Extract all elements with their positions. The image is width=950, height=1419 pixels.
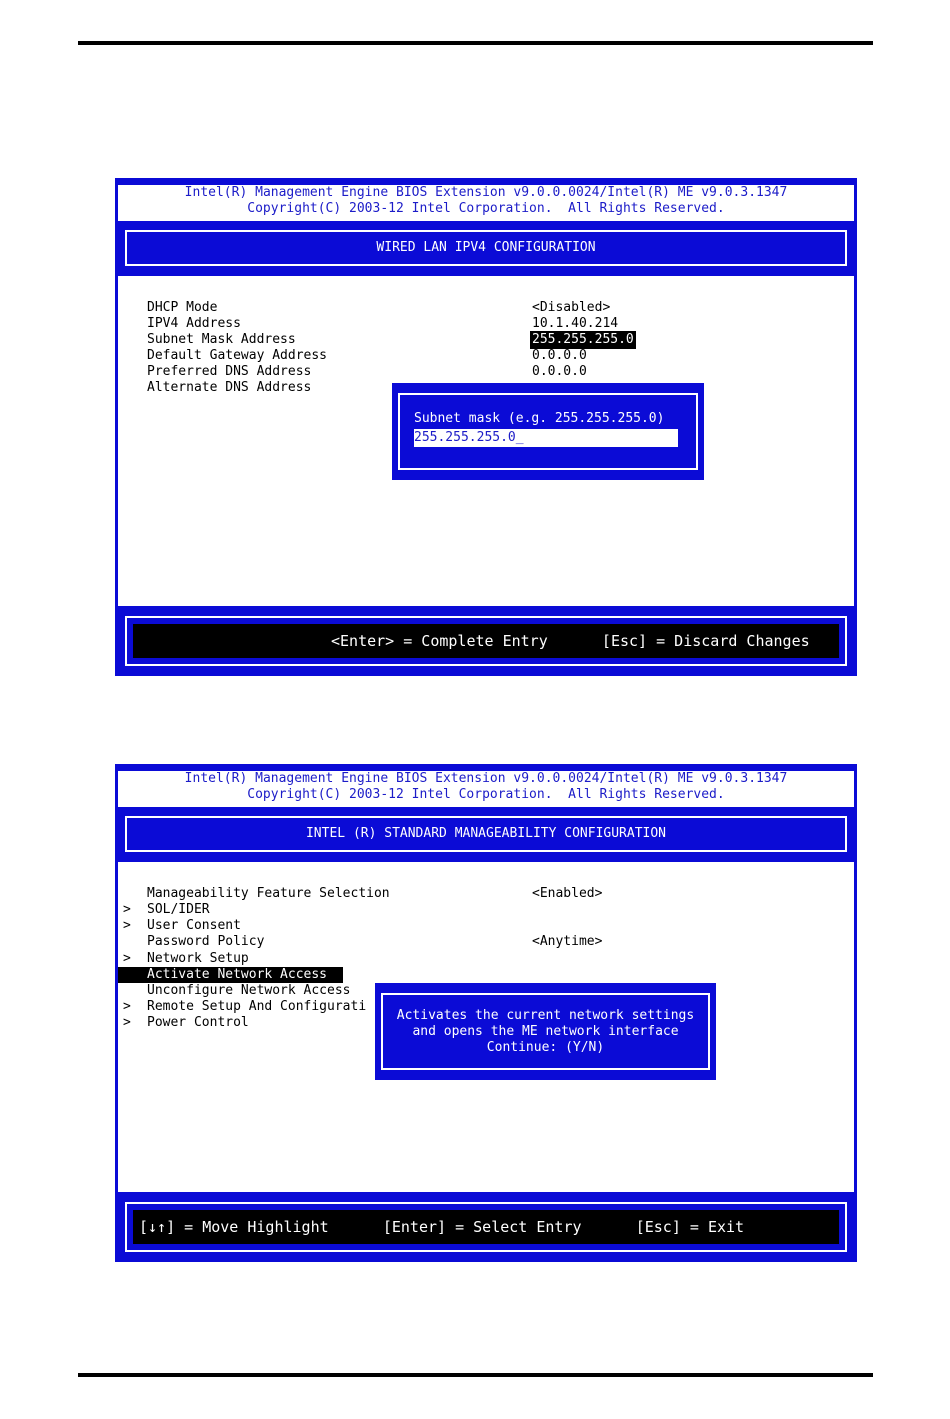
mebx-manageability-screen [115,764,857,1262]
menu-value-password-policy[interactable]: <Anytime> [532,934,603,949]
setting-value-ipv4-address[interactable]: 10.1.40.214 [532,316,619,331]
submenu-arrow-icon: > [123,918,131,933]
footer-bar [125,616,847,666]
setting-label-preferred-dns[interactable]: Preferred DNS Address [147,364,312,379]
menu-item-password-policy[interactable]: Password Policy [147,934,265,949]
top-rule [78,41,873,45]
setting-value-default-gateway[interactable]: 0.0.0.0 [532,348,587,363]
menu-item-unconfigure-network-access[interactable]: Unconfigure Network Access [147,983,351,998]
setting-value-preferred-dns[interactable]: 0.0.0.0 [532,364,587,379]
header-copyright: Copyright(C) 2003-12 Intel Corporation. All Rights Reserved. [247,787,725,802]
dialog-line-2: and opens the ME network interface [412,1024,679,1039]
menu-item-manageability-feature[interactable]: Manageability Feature Selection [147,886,390,901]
menu-item-network-setup[interactable]: Network Setup [147,951,249,966]
setting-label-default-gateway[interactable]: Default Gateway Address [147,348,328,363]
dialog-line-1: Activates the current network settings [396,1008,695,1023]
bios-header [118,771,854,807]
menu-value-manageability-feature[interactable]: <Enabled> [532,886,603,901]
menu-item-remote-setup[interactable]: Remote Setup And Configurati [147,999,367,1014]
dialog-confirm-prompt[interactable]: Continue: (Y/N) [486,1040,605,1055]
page-title: WIRED LAN IPV4 CONFIGURATION [125,230,847,266]
header-version: Intel(R) Management Engine BIOS Extension v9.0.0.0024/Intel(R) ME v9.0.3.1347 [184,771,788,786]
submenu-arrow-icon: > [123,902,131,917]
mebx-ipv4-screen [115,178,857,676]
menu-item-user-consent[interactable]: User Consent [147,918,241,933]
footer-bar [125,1202,847,1252]
setting-value-dhcp-mode[interactable]: <Disabled> [532,300,611,315]
menu-item-activate-network-access-selected[interactable]: Activate Network Access [118,967,343,983]
menu-item-sol-ider[interactable]: SOL/IDER [147,902,210,917]
setting-value-subnet-mask-selected[interactable]: 255.255.255.0 [532,332,634,347]
menu-item-power-control[interactable]: Power Control [147,1015,249,1030]
footer-keys: [↓↑] = Move Highlight [Enter] = Select Entry [Esc] = Exit [133,1210,839,1244]
footer-keys: <Enter> = Complete Entry [Esc] = Discard Changes [133,624,839,658]
header-version: Intel(R) Management Engine BIOS Extension v9.0.0.0024/Intel(R) ME v9.0.3.1347 [184,185,788,200]
activate-network-dialog [375,983,716,1080]
dialog-prompt: Subnet mask (e.g. 255.255.255.0) [414,411,665,426]
setting-label-alternate-dns[interactable]: Alternate DNS Address [147,380,312,395]
page-title: INTEL (R) STANDARD MANAGEABILITY CONFIGURATION [125,816,847,852]
submenu-arrow-icon: > [123,951,131,966]
submenu-arrow-icon: > [123,1015,131,1030]
setting-label-ipv4-address[interactable]: IPV4 Address [147,316,241,331]
subnet-mask-input[interactable]: 255.255.255.0_ [414,429,678,447]
header-copyright: Copyright(C) 2003-12 Intel Corporation. All Rights Reserved. [247,201,725,216]
bios-header [118,185,854,221]
setting-label-subnet-mask[interactable]: Subnet Mask Address [147,332,296,347]
subnet-mask-dialog [392,383,704,480]
submenu-arrow-icon: > [123,999,131,1014]
setting-label-dhcp-mode[interactable]: DHCP Mode [147,300,218,315]
bottom-rule [78,1373,873,1377]
